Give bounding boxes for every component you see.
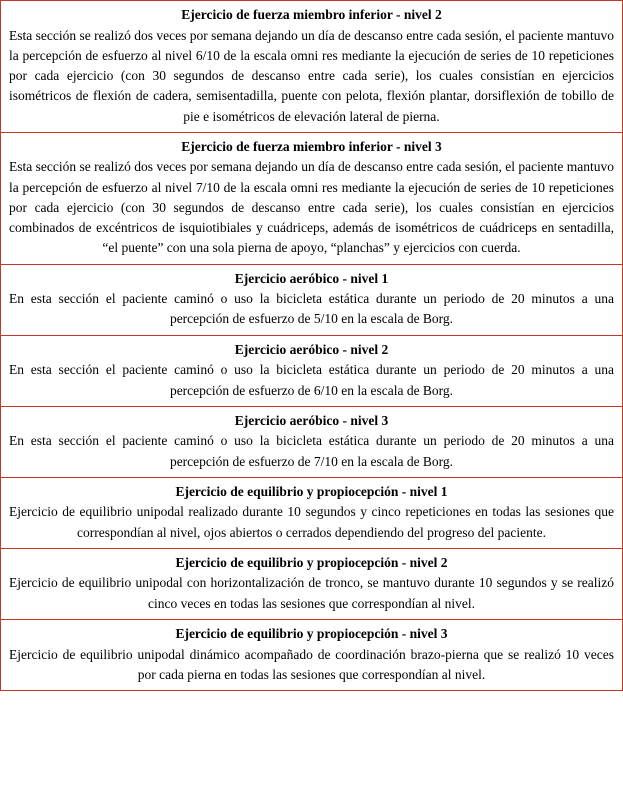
table-cell: [1, 132, 623, 264]
table-row: [1, 406, 623, 477]
row-title: Ejercicio de fuerza miembro inferior - nivel 2: [181, 7, 442, 22]
row-title: Ejercicio aeróbico - nivel 2: [234, 341, 389, 357]
table-cell: [1, 619, 623, 690]
row-body: Ejercicio de equilibrio unipodal con horizontalización de tronco, se mantuvo durante 10 segundos y se realizó cinco veces en todas las sesiones que correspondían al nivel.: [9, 575, 614, 611]
table-row: [1, 548, 623, 619]
table-cell: [1, 477, 623, 548]
row-body: En esta sección el paciente caminó o uso la bicicleta estática durante un periodo de 20 minutos a una percepción de esfuerzo de 6/10 en la escala de Borg.: [9, 362, 614, 398]
table-row: [1, 1, 623, 133]
row-body: Esta sección se realizó dos veces por semana dejando un día de descanso entre cada sesión, el paciente mantuvo la percepción de esfuerzo al nivel 7/10 de la escala omni res mediante la ejecución de series de 10 repeticiones por cada ejercicio (con 30 segundos de descanso entre cada serie), los cuales consistían en ejercicios combinados de excéntricos de isquiotibiales y cuádriceps, además de isométricos de cuádriceps en sentadilla, “el puente” con una sola pierna de apoyo, “planchas” y ejercicios con cuerda.: [9, 159, 614, 256]
table-body: [1, 1, 623, 691]
row-title: Ejercicio aeróbico - nivel 3: [234, 412, 389, 428]
table-cell: [1, 1, 623, 133]
table-row: [1, 264, 623, 335]
row-title: Ejercicio de equilibrio y propiocepción - nivel 2: [175, 554, 448, 570]
table-cell: [1, 548, 623, 619]
table-row: [1, 335, 623, 406]
table-row: [1, 619, 623, 690]
row-title: Ejercicio aeróbico - nivel 1: [234, 270, 389, 286]
row-body: En esta sección el paciente caminó o uso la bicicleta estática durante un periodo de 20 minutos a una percepción de esfuerzo de 5/10 en la escala de Borg.: [9, 291, 614, 327]
table-cell: [1, 335, 623, 406]
row-title: Ejercicio de equilibrio y propiocepción - nivel 1: [175, 483, 448, 499]
table-row: [1, 132, 623, 264]
row-body: En esta sección el paciente caminó o uso la bicicleta estática durante un periodo de 20 minutos a una percepción de esfuerzo de 7/10 en la escala de Borg.: [9, 433, 614, 469]
table-cell: [1, 406, 623, 477]
row-body: Esta sección se realizó dos veces por semana dejando un día de descanso entre cada sesión, el paciente mantuvo la percepción de esfuerzo al nivel 6/10 de la escala omni res mediante la ejecución de series de 10 repeticiones por cada ejercicio (con 30 segundos de descanso entre cada serie), los cuales consistían en ejercicios isométricos de flexión de cadera, semisentadilla, puente con pelota, flexión plantar, dorsiflexión de tobillo de pie e isométricos de elevación lateral de pierna.: [9, 27, 614, 124]
row-title: Ejercicio de fuerza miembro inferior - nivel 3: [181, 138, 442, 154]
row-body: Ejercicio de equilibrio unipodal realizado durante 10 segundos y cinco repeticiones en todas las sesiones que correspondían al nivel, ojos abiertos o cerrados dependiendo del progreso del paciente.: [9, 504, 614, 540]
row-body: Ejercicio de equilibrio unipodal dinámico acompañado de coordinación brazo-pierna que se realizó 10 veces por cada pierna en todas las sesiones que correspondían al nivel.: [9, 646, 614, 682]
table-row: [1, 477, 623, 548]
row-title: Ejercicio de equilibrio y propiocepción - nivel 3: [175, 625, 448, 641]
table-cell: [1, 264, 623, 335]
